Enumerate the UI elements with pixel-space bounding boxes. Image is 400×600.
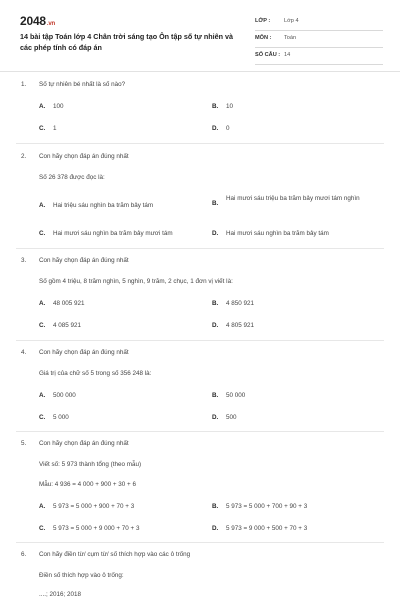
option-key: B.: [212, 300, 219, 307]
option-text: Hai triệu sáu nghìn ba trăm bảy tám: [53, 202, 154, 209]
option-text: 100: [53, 103, 64, 110]
answer-option[interactable]: [212, 125, 230, 132]
option-key: C.: [39, 525, 46, 532]
answer-option[interactable]: [212, 103, 233, 110]
answer-option[interactable]: [39, 125, 57, 132]
logo-suffix: .vn: [46, 21, 55, 27]
question-subtext: Viết số: 5 973 thành tổng (theo mẫu): [39, 461, 142, 468]
answer-option[interactable]: [212, 300, 254, 307]
question-text: Con hãy điền từ/ cụm từ/ số thích hợp vào các ô trống: [39, 551, 191, 558]
meta-value: Lớp 4: [284, 18, 299, 24]
answer-option[interactable]: [39, 414, 69, 421]
meta-key: LỚP :: [255, 18, 271, 24]
answer-option[interactable]: [39, 300, 85, 307]
question-text: Con hãy chọn đáp án đúng nhất: [39, 153, 129, 160]
answer-option[interactable]: [212, 525, 307, 532]
option-key: A.: [39, 503, 46, 510]
option-text: 5 000: [53, 414, 69, 421]
question-divider: [16, 143, 384, 144]
option-key: D.: [212, 414, 219, 421]
answer-option[interactable]: [212, 392, 245, 399]
option-text: 4 850 921: [226, 300, 255, 307]
option-key: C.: [39, 125, 46, 132]
option-key: A.: [39, 300, 46, 307]
option-key: C.: [39, 322, 46, 329]
question-text: Con hãy chọn đáp án đúng nhất: [39, 440, 129, 447]
option-key: B.: [212, 103, 219, 110]
option-key: B.: [212, 392, 219, 399]
option-text: 4 085 921: [53, 322, 82, 329]
question-number: 2.: [21, 153, 27, 160]
answer-option[interactable]: [39, 230, 173, 237]
meta-key: MÔN :: [255, 35, 272, 41]
question-divider: [16, 431, 384, 432]
question-number: 6.: [21, 551, 27, 558]
question-subtext: Điền số thích hợp vào ô trống:: [39, 572, 124, 579]
question-text: Con hãy chọn đáp án đúng nhất: [39, 257, 129, 264]
option-key: A.: [39, 392, 46, 399]
question-number: 3.: [21, 257, 27, 264]
option-text: 500 000: [53, 392, 76, 399]
answer-option[interactable]: [212, 193, 372, 205]
option-key: B.: [212, 200, 219, 207]
answer-option[interactable]: [212, 322, 254, 329]
option-key: D.: [212, 230, 219, 237]
option-text: 50 000: [226, 392, 246, 399]
option-key: C.: [39, 230, 46, 237]
answer-option[interactable]: [39, 322, 81, 329]
question-number: 4.: [21, 349, 27, 356]
option-key: A.: [39, 202, 46, 209]
question-subtext: Số gồm 4 triệu, 8 trăm nghìn, 5 nghìn, 9 trăm, 2 chục, 1 đơn vị viết là:: [39, 278, 233, 285]
option-text: 5 973 = 5 000 + 9 000 + 70 + 3: [53, 525, 140, 532]
option-key: D.: [212, 322, 219, 329]
question-divider: [16, 248, 384, 249]
question-number: 1.: [21, 81, 27, 88]
question-example: Mẫu: 4 936 = 4 000 + 900 + 30 + 6: [39, 481, 136, 488]
option-text: 5 973 = 5 000 + 900 + 70 + 3: [53, 503, 135, 510]
meta-key: SỐ CÂU :: [255, 52, 281, 58]
answer-option[interactable]: [212, 414, 237, 421]
option-text: 5 973 = 5 000 + 700 + 90 + 3: [226, 503, 308, 510]
option-text: Hai mươi sáu nghìn ba trăm bảy mươi tám: [53, 230, 173, 237]
fill-in-sequence[interactable]: ....; 2016; 2018: [39, 591, 82, 598]
question-subtext: Giá trị của chữ số 5 trong số 356 248 là:: [39, 370, 152, 377]
option-key: D.: [212, 125, 219, 132]
answer-option[interactable]: [39, 202, 153, 209]
question-divider: [16, 542, 384, 543]
meta-value: 14: [284, 52, 291, 58]
answer-option[interactable]: [39, 525, 139, 532]
option-text: Hai mươi sáu triệu ba trăm bảy mươi tám nghìn: [226, 195, 360, 202]
option-text: 48 005 921: [53, 300, 85, 307]
option-key: A.: [39, 103, 46, 110]
option-key: D.: [212, 525, 219, 532]
answer-option[interactable]: [212, 230, 329, 237]
option-text: 4 805 921: [226, 322, 255, 329]
answer-option[interactable]: [212, 503, 307, 510]
question-subtext: Số 26 378 được đọc là:: [39, 174, 105, 181]
question-number: 5.: [21, 440, 27, 447]
question-text: Số tự nhiên bé nhất là số nào?: [39, 81, 126, 88]
meta-value: Toán: [284, 35, 297, 41]
answer-option[interactable]: [39, 392, 76, 399]
answer-option[interactable]: [39, 503, 134, 510]
option-key: B.: [212, 503, 219, 510]
option-text: Hai mươi sáu nghìn ba trăm bảy tám: [226, 230, 329, 237]
question-text: Con hãy chọn đáp án đúng nhất: [39, 349, 129, 356]
option-text: 1: [53, 125, 57, 132]
option-text: 0: [226, 125, 230, 132]
logo-text: 2048: [20, 14, 46, 28]
option-text: 10: [226, 103, 234, 110]
option-text: 500: [226, 414, 237, 421]
option-key: C.: [39, 414, 46, 421]
answer-option[interactable]: [39, 103, 64, 110]
question-divider: [16, 340, 384, 341]
document-title: 14 bài tập Toán lớp 4 Chân trời sáng tạo Ôn tập số tự nhiên và các phép tính có đáp án: [20, 32, 233, 52]
option-text: 5 973 = 9 000 + 500 + 70 + 3: [226, 525, 308, 532]
